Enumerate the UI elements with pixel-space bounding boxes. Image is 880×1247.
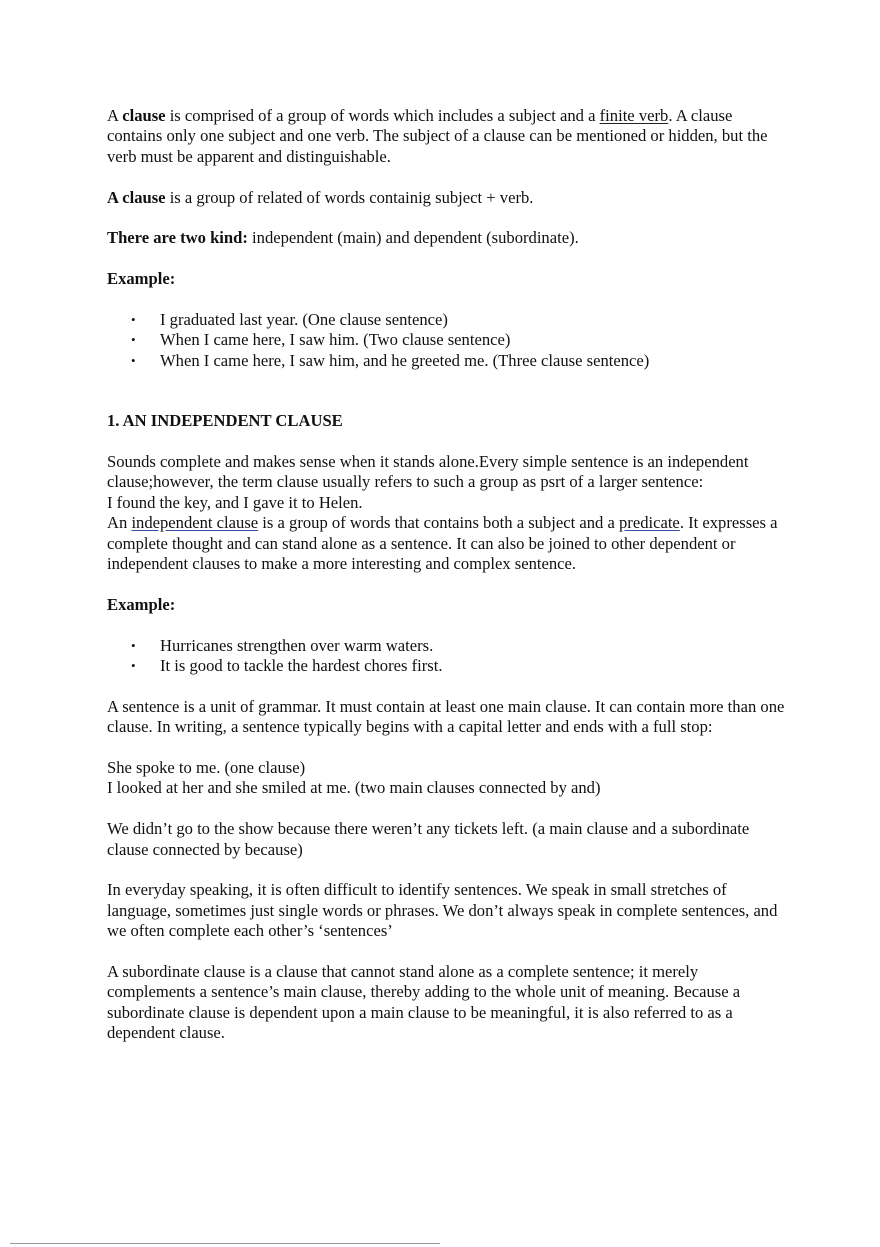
bullet-icon: •	[131, 312, 136, 327]
text-run: is comprised of a group of words which includes a subject and a	[165, 106, 600, 125]
independent-clause-definition	[107, 513, 787, 574]
list-item	[107, 310, 787, 330]
example-one-clause: She spoke to me. (one clause)	[107, 758, 306, 778]
document-page	[107, 106, 787, 1044]
independent-clause-link[interactable]: independent clause	[131, 513, 259, 533]
text-run: independent (main) and dependent (subordinate).	[247, 228, 579, 248]
list-item-text: When I came here, I saw him. (Two clause sentence)	[160, 330, 511, 350]
example-two-main-clauses: I looked at her and she smiled at me. (two main clauses connected by and)	[107, 778, 601, 798]
finite-verb-link[interactable]: finite verb	[599, 106, 669, 125]
example-heading	[107, 595, 787, 615]
bold-term-a-clause: A clause	[107, 187, 166, 207]
text-run: . A clause contains only one subject and one verb. The subject of a clause can be mentioned or hidden, but the verb must be apparent and distinguishable.	[107, 106, 768, 166]
list-item	[107, 656, 787, 676]
list-item-text: I graduated last year. (One clause sentence)	[160, 310, 448, 329]
example-label: Example:	[107, 594, 176, 614]
list-item-text: It is good to tackle the hardest chores first.	[160, 656, 443, 676]
example-heading	[107, 269, 787, 289]
text-run: A	[107, 106, 123, 125]
clause-example-list	[107, 310, 787, 371]
text-run: . It expresses a complete thought and can stand alone as a sentence. It can also be joined to other dependent or independent clauses to make a more interesting and complex sentence.	[107, 513, 778, 574]
list-item-text: When I came here, I saw him, and he greeted me. (Three clause sentence)	[160, 350, 650, 370]
clause-definition-paragraph	[107, 106, 787, 167]
clause-kinds-paragraph	[107, 228, 787, 248]
clause-short-definition	[107, 188, 787, 208]
bullet-icon: •	[131, 658, 136, 674]
list-item	[107, 636, 787, 656]
subordinate-clause-paragraph: A subordinate clause is a clause that cannot stand alone as a complete sentence; it merely complements a sentence’s main clause, thereby adding to the whole unit of meaning. Because a subordinate clause is dependent upon a main clause to be meaningful, it is also referred to as a dependent clause.	[107, 962, 741, 1043]
bullet-icon: •	[131, 637, 136, 653]
text-run: is a group of related of words containig subject + verb.	[165, 187, 534, 207]
list-item	[107, 330, 787, 350]
everyday-speaking-paragraph: In everyday speaking, it is often difficult to identify sentences. We speak in small stretches of language, sometimes just single words or phrases. We don’t always speak in complete sentences, and we often complete each other’s ‘sentences’	[107, 880, 778, 941]
independent-clause-heading: 1. AN INDEPENDENT CLAUSE	[107, 411, 343, 431]
bullet-icon: •	[131, 352, 136, 368]
example-label: Example:	[107, 269, 176, 289]
independent-example-list	[107, 636, 787, 677]
bold-term-clause: clause	[122, 106, 166, 125]
text-run: is a group of words that contains both a subject and a	[258, 513, 619, 533]
independent-clause-description: Sounds complete and makes sense when it stands alone.Every simple sentence is an independent clause;however, the term clause usually refers to such a group as psrt of a larger sentence:	[107, 452, 749, 492]
bullet-icon: •	[131, 332, 136, 348]
list-item-text: Hurricanes strengthen over warm waters.	[160, 635, 434, 655]
predicate-link[interactable]: predicate	[619, 513, 680, 533]
text-run: An	[107, 513, 132, 533]
independent-clause-example-sentence: I found the key, and I gave it to Helen.	[107, 492, 363, 512]
sentence-definition-paragraph: A sentence is a unit of grammar. It must contain at least one main clause. It can contain more than one clause. In writing, a sentence typically begins with a capital letter and ends with a full stop:	[107, 696, 785, 737]
section-heading	[107, 411, 787, 431]
footer-rule	[10, 1243, 440, 1244]
example-main-subordinate: We didn’t go to the show because there weren’t any tickets left. (a main clause and a subordinate clause connected by because)	[107, 819, 750, 859]
bold-kinds-label: There are two kind:	[107, 228, 248, 248]
list-item	[107, 351, 787, 371]
